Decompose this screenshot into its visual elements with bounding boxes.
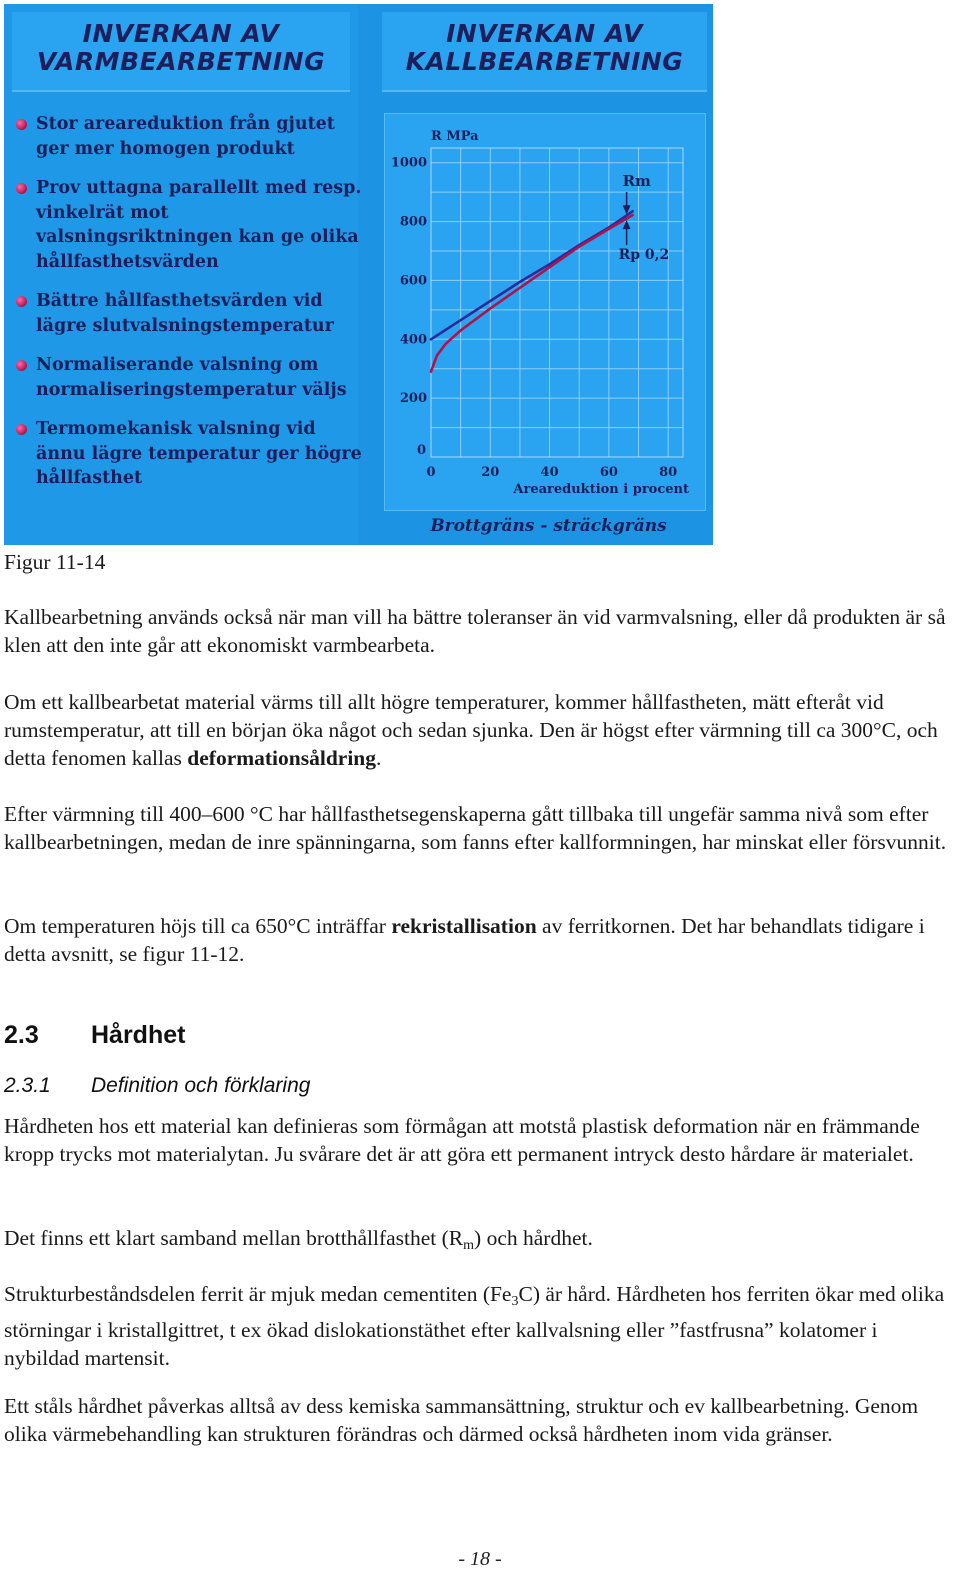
bullet-icon [16,296,27,307]
bullet-icon [16,183,27,194]
figure-bottom-caption: Brottgräns - sträckgräns [430,516,667,536]
header-left-line2: VARMBEARBETNING [36,47,326,76]
x-tick-label: 40 [540,465,559,480]
x-tick-label: 60 [599,465,618,480]
series-line-rm [431,211,633,339]
y-tick-label: 0 [416,443,426,458]
bullet-list [14,112,364,506]
y-axis-label: R MPa [431,129,479,144]
bullet-icon [16,119,27,130]
section-heading: 2.3 Hårdhet [4,1021,186,1049]
header-right-line1: INVERKAN AV [446,19,643,48]
y-tick-label: 1000 [390,155,427,171]
term-rekristallisation: rekristallisation [391,914,537,938]
bullet-item: Prov uttagna parallellt med resp. vinkelrät mot valsningsriktningen kan ge olika hållfasthetsvärden [14,176,364,274]
figure-label: Figur 11-14 [4,550,106,574]
term-deformationsaldring: deformationsåldring [187,746,377,770]
series-line-rp02 [431,215,633,372]
x-tick-label: 20 [481,465,500,480]
header-left-line1: INVERKAN AV [82,19,280,48]
plot-frame [431,148,683,457]
series-label-rm: Rm [622,172,651,190]
bullet-item: Stor areareduktion från gjutet ger mer homogen produkt [14,112,364,161]
bullet-item: Termomekanisk valsning vid ännu lägre temperatur ger högre hållfasthet [14,417,364,491]
bullet-icon [16,360,27,371]
y-tick-label: 200 [399,391,427,407]
bullet-icon [16,424,27,435]
y-tick-label: 400 [399,332,427,348]
paragraph: Efter värmning till 400–600 °C har hållfasthetsegenskaperna gått tillbaka till ungefär samma nivå som efter kallbearbetningen, medan de inre spänningarna, som fanns efter kallformningen, har minskat eller försvunnit. [4,802,947,854]
chart-panel [384,113,706,511]
subsection-heading: 2.3.1 Definition och förklaring [4,1074,311,1097]
paragraph: Hårdheten hos ett material kan definieras som förmågan att motstå plastisk deformation när en främmande kropp trycks mot materialytan. Ju svårare det är att göra ett permanent intryck desto hårdare är materialet. [4,1114,920,1166]
series-label-rp02: Rp 0,2 [618,247,670,264]
paragraph: Strukturbeståndsdelen ferrit är mjuk medan cementiten $(Fe_3C)$ är hård. Hårdheten hos ferriten ökar med olika störningar i kristallgittret, t ex ökad dislokationstäthet efter kallvalsning eller ”fastfrusna” kolatomer i nybildad martensit. [4,1282,945,1370]
bullet-item: Bättre hållfasthetsvärden vid lägre slutvalsningstemperatur [14,289,364,338]
y-tick-label: 800 [399,214,427,230]
header-varmbearbetning [12,12,350,92]
paragraph: Det finns ett klart samband mellan brotthållfasthet $(R_m)$ och hårdhet. [4,1226,593,1253]
paragraph: Kallbearbetning används också när man vill ha bättre toleranser än vid varmvalsning, eller då produkten är så klen att den inte går att ekonomiskt varmbearbeta. [4,605,946,657]
x-axis-label: Areareduktion i procent [513,482,689,497]
header-right-line2: KALLBEARBETNING [405,47,684,76]
strength-chart [385,114,705,510]
y-tick-label: 600 [399,273,427,289]
x-tick-label: 0 [426,465,436,480]
bullet-item: Normaliserande valsning om normaliseringstemperatur väljs [14,353,364,402]
x-tick-label: 80 [659,465,678,480]
paragraph: Om temperaturen höjs till ca 650°C inträffar rekristallisation av ferritkornen. Det har behandlats tidigare i detta avsnitt, se figur 11-12. [4,914,925,966]
header-kallbearbetning [382,12,707,92]
page-number: - 18 - [458,1548,502,1570]
paragraph: Om ett kallbearbetat material värms till allt högre temperaturer, kommer hållfastheten, mätt efteråt vid rumstemperatur, att till en början öka något och sedan sjunka. Den är högst efter värmning till ca 300°C, och detta fenomen kallas deformationsåldring. [4,690,938,770]
paragraph: Ett ståls hårdhet påverkas alltså av dess kemiska sammansättning, struktur och ev kallbearbetning. Genom olika värmebehandling kan strukturen förändras och därmed också hårdheten inom vida gränser. [4,1394,919,1446]
